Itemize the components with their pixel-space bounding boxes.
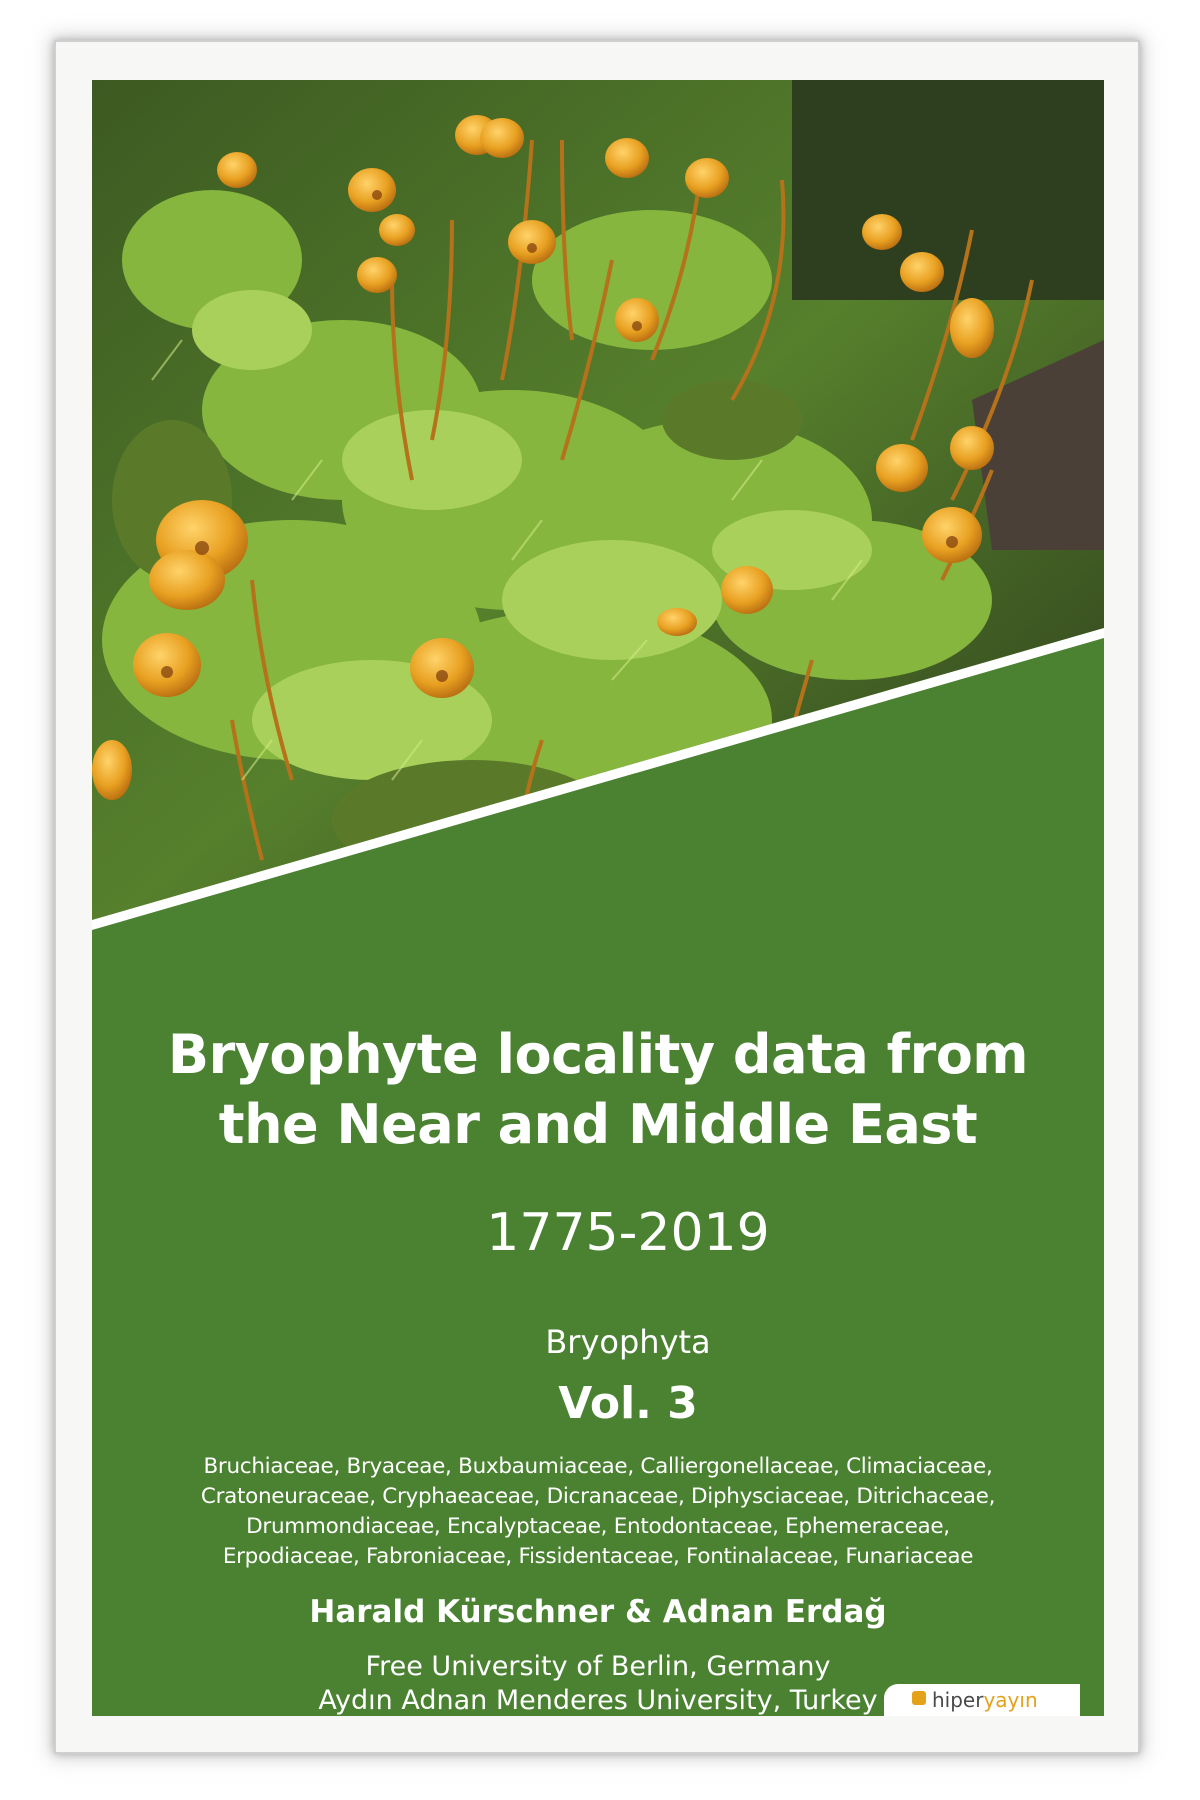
publisher-logo bbox=[884, 1688, 1104, 1716]
cover-text-area bbox=[92, 80, 1104, 1716]
division-label: Bryophyta bbox=[545, 1323, 711, 1361]
families-line-1: Bruchiaceae, Bryaceae, Buxbaumiaceae, Calliergonellaceae, Climaciaceae, bbox=[203, 1454, 993, 1479]
affiliation-2: Aydın Adnan Menderes University, Turkey bbox=[318, 1685, 878, 1716]
book-title bbox=[92, 1020, 1104, 1160]
families-line-2: Cratoneuraceae, Cryphaeaceae, Dicranaceae, Diphysciaceae, Ditrichaceae, bbox=[200, 1484, 996, 1509]
publisher-name-part1: hiper bbox=[932, 1688, 984, 1712]
publisher-name-part2: yayın bbox=[983, 1688, 1038, 1712]
title-line-2: the Near and Middle East bbox=[218, 1093, 978, 1156]
authors: Harald Kürschner & Adnan Erdağ bbox=[309, 1594, 887, 1630]
publisher-logo-icon bbox=[912, 1691, 926, 1705]
families-line-3: Drummondiaceae, Encalyptaceae, Entodontaceae, Ephemeraceae, bbox=[246, 1514, 950, 1539]
families-line-4: Erpodiaceae, Fabroniaceae, Fissidentaceae, Fontinalaceae, Funariaceae bbox=[222, 1544, 974, 1569]
publisher-name bbox=[932, 1688, 1038, 1712]
book-cover bbox=[92, 80, 1104, 1716]
volume-label: Vol. 3 bbox=[558, 1378, 698, 1429]
year-range: 1775-2019 bbox=[486, 1203, 770, 1263]
affiliation-1: Free University of Berlin, Germany bbox=[365, 1651, 831, 1682]
title-line-1: Bryophyte locality data from bbox=[167, 1023, 1029, 1086]
families-list bbox=[112, 1452, 1084, 1572]
